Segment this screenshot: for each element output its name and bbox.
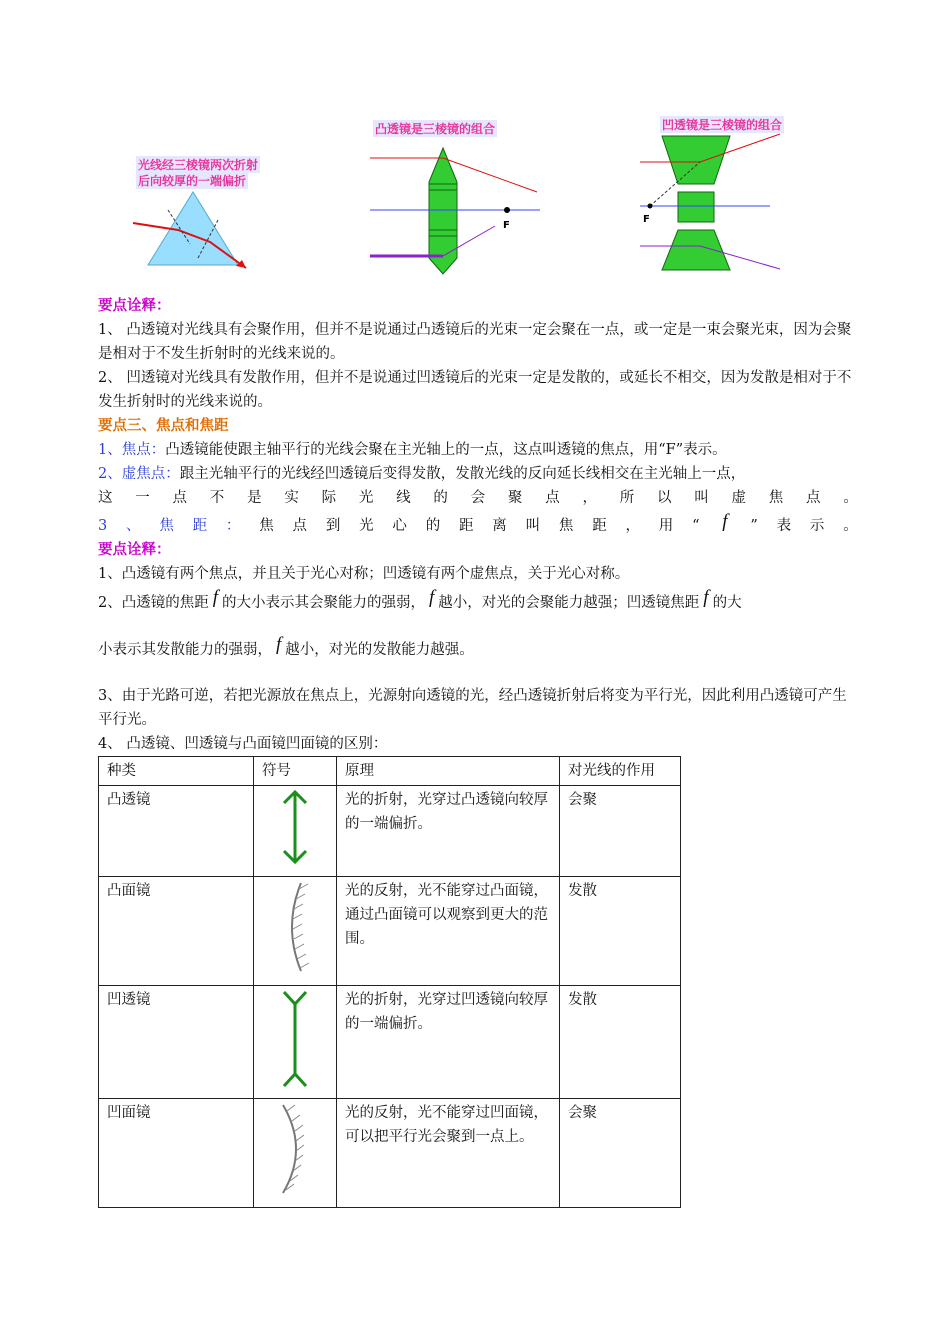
char: 焦 xyxy=(259,518,274,534)
p2d: 的大 xyxy=(712,595,742,611)
kind-cell: 凹面镜 xyxy=(99,1099,254,1208)
char: 焦 xyxy=(159,518,174,534)
char: 是 xyxy=(247,490,262,506)
section3-item1 xyxy=(98,438,858,462)
prism-label-2: 后向较厚的一端偏折 xyxy=(138,174,247,188)
notes2-heading: 要点诠释： xyxy=(98,542,171,558)
char: 离 xyxy=(492,518,507,534)
principle-cell: 光的折射，光穿过凹透镜向较厚的一端偏折。 xyxy=(337,986,560,1099)
f-symbol: f xyxy=(722,511,728,532)
principle-cell: 光的反射，光不能穿过凹面镜，可以把平行光会聚到一点上。 xyxy=(337,1099,560,1208)
char: ： xyxy=(225,518,241,534)
char: 实 xyxy=(284,490,299,506)
comparison-table xyxy=(98,756,681,1208)
f-symbol: f xyxy=(212,587,219,608)
effect-cell: 会聚 xyxy=(560,786,681,877)
table-row xyxy=(99,786,681,877)
notes2-p3: 3、由于光路可逆，若把光源放在焦点上，光源射向透镜的光，经凸透镜折射后将变为平行光，因此利用凸透镜可产生平行光。 xyxy=(98,688,847,728)
char: 聚 xyxy=(507,490,523,506)
concave-lens-figure xyxy=(640,114,790,274)
convex-focus-label: F xyxy=(503,220,510,231)
notes2-p4: 4、 凸透镜、凹透镜与凸面镜凹面镜的区别： xyxy=(98,736,388,752)
char: 一 xyxy=(135,490,150,506)
section3-item2-line2 xyxy=(98,486,858,510)
section3-item2 xyxy=(98,462,858,486)
effect-cell: 发散 xyxy=(560,877,681,986)
char: 叫 xyxy=(694,490,709,506)
table-header: 种类 xyxy=(99,757,254,786)
table-header: 原理 xyxy=(337,757,560,786)
concave-lens-symbol-icon xyxy=(275,988,315,1088)
notes1-p1: 1、 凸透镜对光线具有会聚作用，但并不是说通过凸透镜后的光束一定会聚在一点，或一定是一束会聚光束，因为会聚是相对于不发生折射时的光线来说的。 xyxy=(98,322,852,362)
p2c: 越小，对光的会聚能力越强；凹透镜焦距 xyxy=(438,595,700,611)
prism-label-1: 光线经三棱镜两次折射 xyxy=(138,158,259,172)
concave-diagram xyxy=(640,114,790,274)
section3-heading: 要点三、焦点和焦距 xyxy=(98,418,229,434)
p2a: 2、凸透镜的焦距 xyxy=(98,595,209,611)
symbol-cell xyxy=(254,1099,337,1208)
convex-lens-symbol-icon xyxy=(275,788,315,866)
table-header: 符号 xyxy=(254,757,337,786)
kind-cell: 凹透镜 xyxy=(99,986,254,1099)
item1-text: 凸透镜能使跟主轴平行的光线会聚在主光轴上的一点，这点叫透镜的焦点，用“F”表示。 xyxy=(165,442,727,458)
char: 焦 xyxy=(768,490,784,506)
convex-diagram xyxy=(365,118,545,278)
char: 距 xyxy=(192,518,208,534)
table-row xyxy=(99,1099,681,1208)
effect-cell: 会聚 xyxy=(560,1099,681,1208)
char: 。 xyxy=(843,518,858,534)
section3-item3 xyxy=(98,510,858,538)
kind-cell: 凸面镜 xyxy=(99,877,254,986)
table-header-row xyxy=(99,757,681,786)
char: 距 xyxy=(592,518,607,534)
symbol-cell xyxy=(254,986,337,1099)
char: 会 xyxy=(470,490,486,506)
kind-cell: 凸透镜 xyxy=(99,786,254,877)
convex-lens-figure xyxy=(365,118,545,278)
prism-figure xyxy=(128,150,298,275)
concave-mirror-symbol-icon xyxy=(275,1101,315,1197)
f-symbol: f xyxy=(703,587,709,608)
notes2-p2-line2 xyxy=(98,634,858,662)
char: 以 xyxy=(656,490,672,506)
char: 3 xyxy=(98,518,108,534)
char: ， xyxy=(582,490,597,506)
table-row xyxy=(99,986,681,1099)
concave-label: 凹透镜是三棱镜的组合 xyxy=(662,118,783,132)
char: 、 xyxy=(126,518,141,534)
char: 点 xyxy=(545,490,560,506)
char: “ xyxy=(692,518,700,534)
principle-cell: 光的反射，光不能穿过凸面镜，通过凸面镜可以观察到更大的范围。 xyxy=(337,877,560,986)
char: 际 xyxy=(321,490,337,506)
notes2-p1: 1、凸透镜有两个焦点，并且关于光心对称；凹透镜有两个虚焦点，关于光心对称。 xyxy=(98,566,630,582)
char: 这 xyxy=(98,490,113,506)
item2-text: 跟主光轴平行的光线经凹透镜后变得发散，发散光线的反向延长线相交在主光轴上一点， xyxy=(179,466,746,482)
principle-cell: 光的折射，光穿过凸透镜向较厚的一端偏折。 xyxy=(337,786,560,877)
symbol-cell xyxy=(254,786,337,877)
prism-diagram xyxy=(128,150,298,275)
notes2-p2-line1 xyxy=(98,587,858,615)
table-row xyxy=(99,877,681,986)
char: 用 xyxy=(658,518,674,534)
char: 点 xyxy=(292,518,308,534)
char: 所 xyxy=(619,490,635,506)
convex-mirror-symbol-icon xyxy=(275,879,315,975)
p2b: 的大小表示其会聚能力的强弱， xyxy=(222,595,426,611)
char: 点 xyxy=(806,490,821,506)
char: 线 xyxy=(396,490,411,506)
char: 示 xyxy=(809,518,825,534)
char: 到 xyxy=(325,518,341,534)
char: 光 xyxy=(358,490,374,506)
f-symbol: f xyxy=(276,634,282,655)
char: 光 xyxy=(359,518,374,534)
item2-label: 2、虚焦点： xyxy=(98,466,180,482)
symbol-cell xyxy=(254,877,337,986)
p2f: 越小，对光的发散能力越强。 xyxy=(285,642,474,658)
char: 距 xyxy=(459,518,474,534)
f-symbol: f xyxy=(429,587,435,608)
notes1-p2: 2、 凹透镜对光线具有发散作用，但并不是说通过凹透镜后的光束一定是发散的，或延长不相交，因为发散是相对于不发生折射时的光线来说的。 xyxy=(98,370,852,410)
char: 叫 xyxy=(525,518,541,534)
char: ， xyxy=(625,518,640,534)
notes1-heading: 要点诠释： xyxy=(98,298,171,314)
char: 心 xyxy=(392,518,407,534)
char: 不 xyxy=(209,490,225,506)
char: 虚 xyxy=(731,490,747,506)
item1-label: 1、焦点： xyxy=(98,442,166,458)
table-header: 对光线的作用 xyxy=(560,757,681,786)
effect-cell: 发散 xyxy=(560,986,681,1099)
convex-label: 凸透镜是三棱镜的组合 xyxy=(375,122,496,136)
concave-focus-label: F xyxy=(643,214,650,225)
char: 焦 xyxy=(558,518,574,534)
char: 。 xyxy=(843,490,858,506)
char: ” xyxy=(750,518,758,534)
char: 的 xyxy=(433,490,448,506)
char: 的 xyxy=(425,518,441,534)
char: 表 xyxy=(776,518,792,534)
p2e: 小表示其发散能力的强弱， xyxy=(98,642,272,658)
document-body xyxy=(98,294,858,1208)
char: 点 xyxy=(172,490,188,506)
